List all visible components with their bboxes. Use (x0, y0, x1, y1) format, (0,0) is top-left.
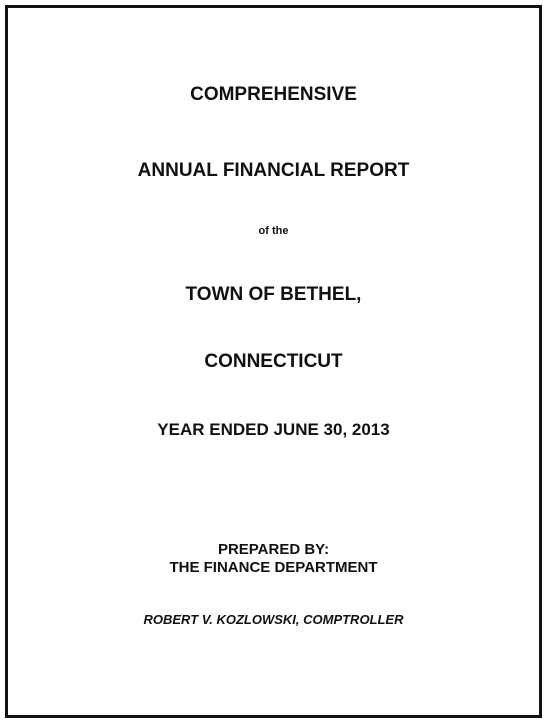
fiscal-period: YEAR ENDED JUNE 30, 2013 (157, 420, 390, 439)
department-name: THE FINANCE DEPARTMENT (169, 559, 378, 576)
report-title-line-1: COMPREHENSIVE (190, 84, 357, 105)
state-name: CONNECTICUT (204, 351, 343, 372)
municipality-name: TOWN OF BETHEL, (185, 284, 362, 305)
signer-name: ROBERT V. KOZLOWSKI, COMPTROLLER (143, 612, 404, 627)
of-the-text: of the (258, 225, 289, 237)
report-title-line-2: ANNUAL FINANCIAL REPORT (137, 160, 410, 181)
prepared-by-label: PREPARED BY: (217, 541, 330, 558)
report-cover-page (5, 5, 542, 718)
